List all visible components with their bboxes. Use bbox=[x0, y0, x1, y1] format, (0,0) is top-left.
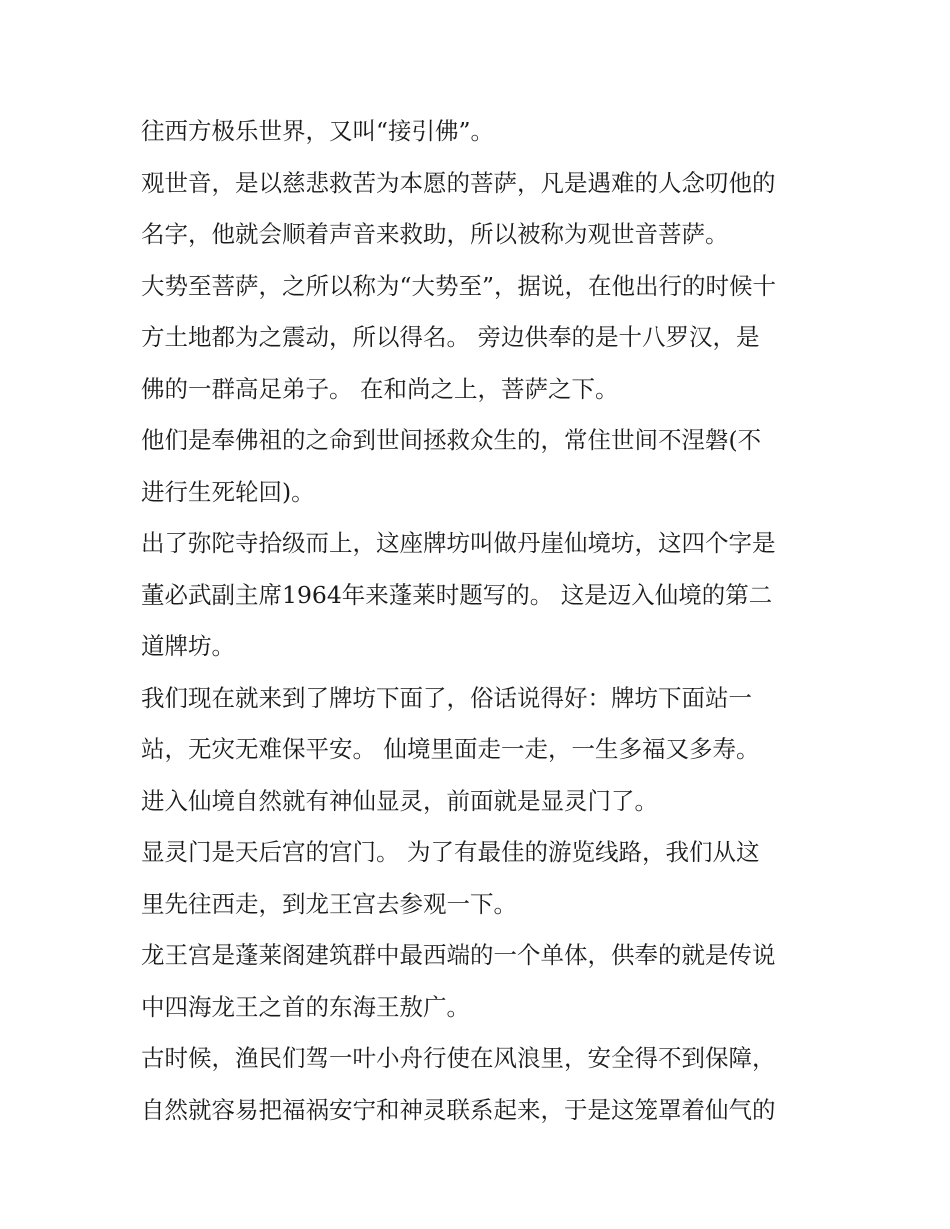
paragraph bbox=[141, 261, 821, 416]
text-line: 进入仙境自然就有神仙显灵，前面就是显灵门了。 bbox=[141, 786, 658, 815]
text-line: 方土地都为之震动，所以得名。 旁边供奉的是十八罗汉，是 bbox=[141, 323, 760, 351]
text-line: 出了弥陀寺拾级而上，这座牌坊叫做丹崖仙境坊，这四个字是 bbox=[141, 529, 776, 557]
text-line: 站，无灾无难保平安。 仙境里面走一走，一生多福又多寿。 bbox=[141, 735, 760, 763]
text-line: 他们是奉佛祖的之命到世间拯救众生的，常住世间不涅磐(不 bbox=[141, 426, 762, 454]
text-line: 自然就容易把福祸安宁和神灵联系起来，于是这笼罩着仙气的 bbox=[141, 1095, 776, 1124]
text-line: 名字，他就会顺着声音来救助，所以被称为观世音菩萨。 bbox=[141, 220, 729, 248]
document-body bbox=[141, 106, 821, 1136]
text-line: 古时候，渔民们驾一叶小舟行使在风浪里，安全得不到保障， bbox=[141, 1044, 776, 1072]
text-line: 道牌坊。 bbox=[141, 632, 235, 660]
paragraph bbox=[141, 930, 821, 1033]
text-line: 里先往西走，到龙王宫去参观一下。 bbox=[141, 889, 517, 918]
text-line: 显灵门是天后宫的宫门。 为了有最佳的游览线路，我们从这 bbox=[141, 838, 760, 866]
text-line: 大势至菩萨，之所以称为“大势至”，据说，在他出行的时候十 bbox=[141, 271, 777, 300]
paragraph bbox=[141, 776, 821, 828]
text-line: 佛的一群高足弟子。 在和尚之上，菩萨之下。 bbox=[141, 374, 619, 403]
text-line: 往西方极乐世界，又叫“接引佛”。 bbox=[141, 117, 495, 145]
paragraph bbox=[141, 673, 821, 776]
paragraph bbox=[141, 827, 821, 930]
text-line: 进行生死轮回)。 bbox=[141, 477, 315, 506]
text-line: 我们现在就来到了牌坊下面了，俗话说得好：牌坊下面站一 bbox=[141, 683, 752, 712]
paragraph bbox=[141, 106, 821, 158]
text-line: 董必武副主席1964年来蓬莱时题写的。 这是迈入仙境的第二 bbox=[141, 580, 773, 609]
paragraph bbox=[141, 415, 821, 518]
text-line: 龙王宫是蓬莱阁建筑群中最西端的一个单体，供奉的就是传说 bbox=[141, 941, 776, 969]
paragraph bbox=[141, 1033, 821, 1136]
paragraph bbox=[141, 518, 821, 673]
text-line: 中四海龙王之首的东海王敖广。 bbox=[141, 992, 470, 1021]
paragraph bbox=[141, 158, 821, 261]
text-line: 观世音，是以慈悲救苦为本愿的菩萨，凡是遇难的人念叨他的 bbox=[141, 168, 776, 197]
